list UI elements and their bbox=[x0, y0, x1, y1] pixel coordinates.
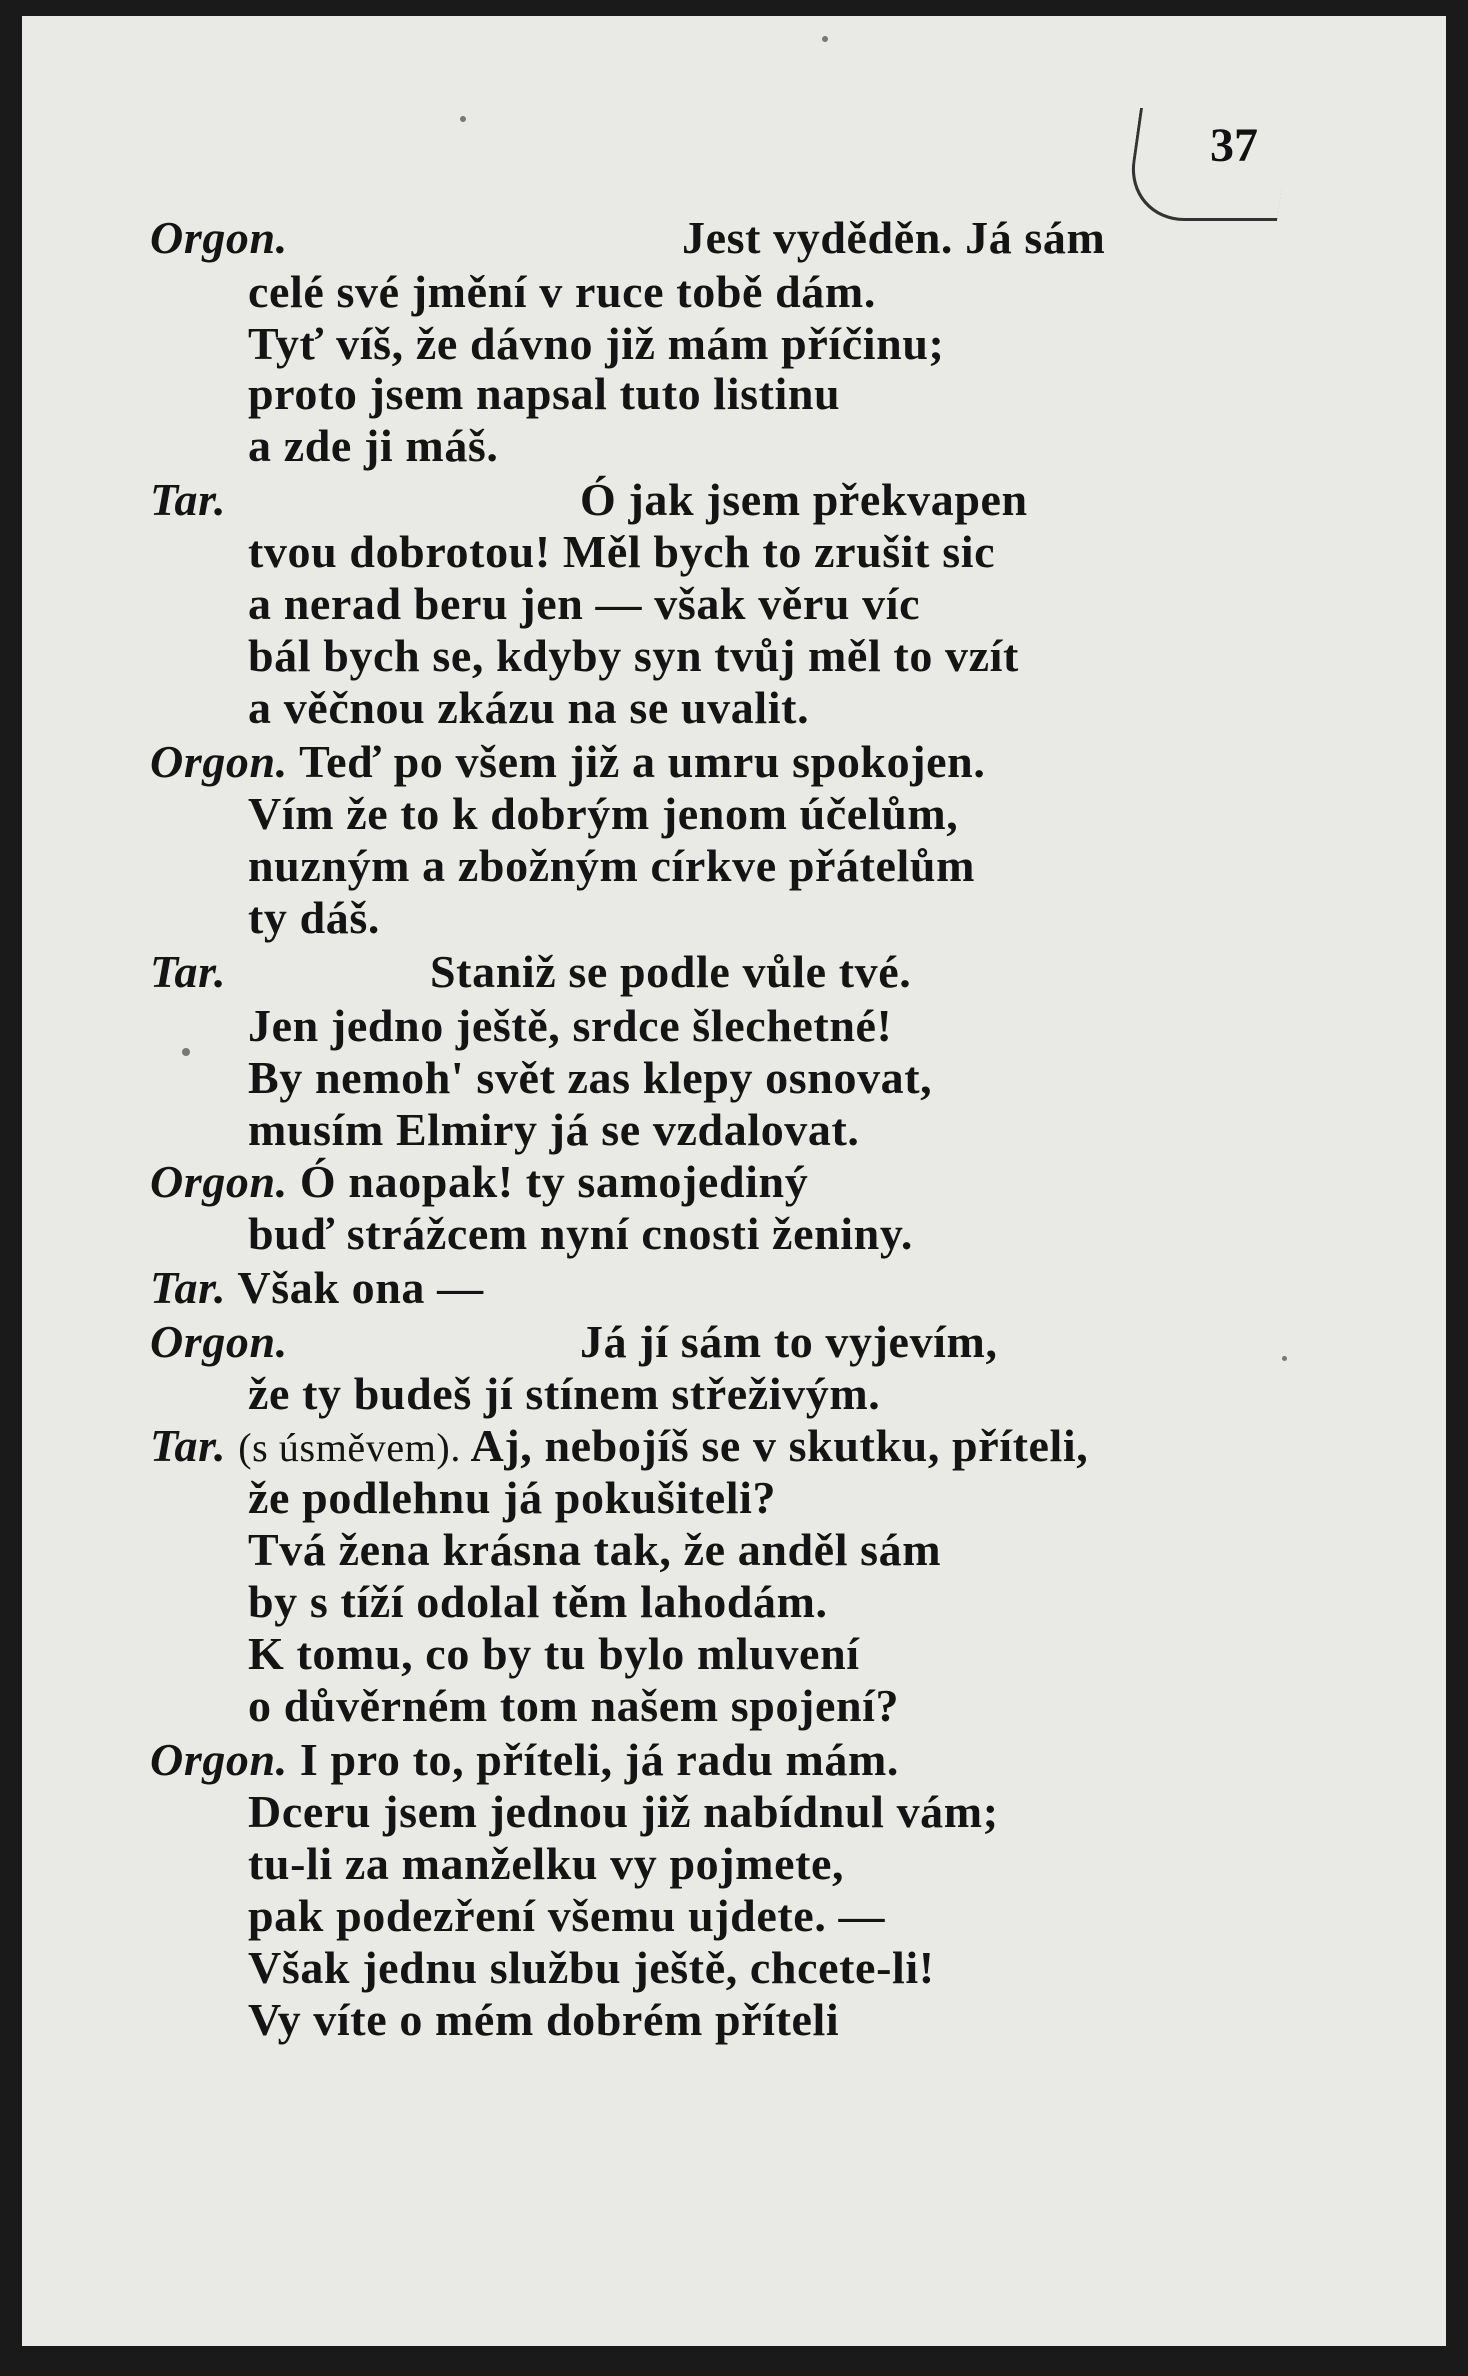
verse-line bbox=[248, 1838, 844, 1890]
line-text: by s tíží odolal těm lahodám. bbox=[248, 1576, 828, 1627]
line-text: buď strážcem nyní cnosti ženiny. bbox=[248, 1208, 913, 1259]
verse-line bbox=[248, 1000, 892, 1052]
verse-line bbox=[248, 266, 876, 318]
speaker-name: Orgon. bbox=[150, 1734, 288, 1785]
verse-line bbox=[150, 736, 985, 788]
speaker-name: Tar. bbox=[150, 1262, 227, 1313]
paper-speck bbox=[182, 1048, 190, 1056]
verse-line bbox=[248, 368, 840, 420]
line-text: bál bych se, kdyby syn tvůj měl to vzít bbox=[248, 630, 1019, 681]
book-page bbox=[22, 16, 1446, 2346]
verse-line bbox=[248, 578, 920, 630]
verse-line bbox=[248, 892, 380, 944]
line-text: Ó jak jsem překvapen bbox=[580, 474, 1028, 525]
line-text: Staniž se podle vůle tvé. bbox=[430, 946, 912, 997]
line-text: Ó naopak! ty samojediný bbox=[299, 1156, 809, 1207]
line-text: celé své jmění v ruce tobě dám. bbox=[248, 266, 876, 317]
speaker-name: Tar. bbox=[150, 946, 227, 997]
verse-line bbox=[150, 1262, 484, 1314]
verse-line bbox=[150, 212, 1106, 264]
line-text: Aj, nebojíš se v skutku, příteli, bbox=[470, 1420, 1089, 1471]
speaker-name: Tar. bbox=[150, 1420, 227, 1471]
line-text: Vy víte o mém dobrém příteli bbox=[248, 1994, 840, 2045]
line-text: Jest vyděděn. Já sám bbox=[682, 212, 1106, 263]
verse-line bbox=[150, 1734, 899, 1786]
verse-line bbox=[248, 318, 944, 370]
verse-line bbox=[248, 1524, 941, 1576]
verse-line bbox=[150, 1156, 808, 1208]
verse-line bbox=[248, 1942, 935, 1994]
verse-line bbox=[248, 1368, 880, 1420]
line-text: Já jí sám to vyjevím, bbox=[580, 1316, 998, 1367]
line-text: o důvěrném tom našem spojení? bbox=[248, 1680, 900, 1731]
verse-line bbox=[248, 1680, 899, 1732]
line-text: tvou dobrotou! Měl bych to zrušit sic bbox=[248, 526, 996, 577]
verse-line bbox=[248, 1994, 839, 2046]
verse-line bbox=[248, 1104, 860, 1156]
paper-speck bbox=[1282, 1356, 1287, 1361]
speaker-name: Orgon. bbox=[150, 1316, 288, 1367]
line-text: I pro to, příteli, já radu mám. bbox=[299, 1734, 900, 1785]
verse-line bbox=[150, 1420, 1088, 1474]
speaker-name: Tar. bbox=[150, 474, 227, 525]
line-text: a věčnou zkázu na se uvalit. bbox=[248, 682, 810, 733]
verse-line bbox=[248, 1576, 828, 1628]
line-text: Jen jedno ještě, srdce šlechetné! bbox=[248, 1000, 893, 1051]
line-text: Však ona — bbox=[237, 1262, 484, 1313]
line-text: Však jednu službu ještě, chcete-li! bbox=[248, 1942, 935, 1993]
verse-line bbox=[248, 840, 975, 892]
verse-line bbox=[150, 946, 912, 998]
speaker-name: Orgon. bbox=[150, 212, 288, 263]
verse-line bbox=[248, 1890, 885, 1942]
paper-speck bbox=[822, 36, 828, 42]
verse-line bbox=[248, 1052, 932, 1104]
line-text: Tvá žena krásna tak, že anděl sám bbox=[248, 1524, 942, 1575]
line-text: že ty budeš jí stínem střeživým. bbox=[248, 1368, 881, 1419]
speaker-name: Orgon. bbox=[150, 736, 288, 787]
verse-line bbox=[248, 1786, 999, 1838]
verse-line bbox=[248, 526, 995, 578]
speaker-name: Orgon. bbox=[150, 1156, 288, 1207]
verse-line bbox=[248, 682, 809, 734]
line-text: tu-li za manželku vy pojmete, bbox=[248, 1838, 845, 1889]
line-text: a zde ji máš. bbox=[248, 420, 499, 471]
stage-direction: (s úsměvem). bbox=[238, 1425, 461, 1470]
line-text: K tomu, co by tu bylo mluvení bbox=[248, 1628, 860, 1679]
line-text: a nerad beru jen — však věru víc bbox=[248, 578, 921, 629]
verse-line bbox=[248, 1208, 913, 1260]
line-text: nuzným a zbožným církve přátelům bbox=[248, 840, 976, 891]
verse-line bbox=[248, 420, 499, 472]
line-text: Dceru jsem jednou již nabídnul vám; bbox=[248, 1786, 999, 1837]
line-text: pak podezření všemu ujdete. — bbox=[248, 1890, 886, 1941]
line-text: Vím že to k dobrým jenom účelům, bbox=[248, 788, 959, 839]
line-text: musím Elmiry já se vzdalovat. bbox=[248, 1104, 860, 1155]
line-text: že podlehnu já pokušiteli? bbox=[248, 1472, 777, 1523]
page-number: 37 bbox=[1210, 119, 1258, 172]
line-text: By nemoh' svět zas klepy osnovat, bbox=[248, 1052, 933, 1103]
line-text: ty dáš. bbox=[248, 892, 381, 943]
verse-line bbox=[150, 1316, 998, 1368]
paper-speck bbox=[460, 116, 466, 122]
verse-line bbox=[150, 474, 1028, 526]
page-number-bracket bbox=[1124, 108, 1293, 221]
verse-line bbox=[248, 1628, 860, 1680]
verse-line bbox=[248, 1472, 776, 1524]
line-text: Tyť víš, že dávno již mám příčinu; bbox=[248, 318, 945, 369]
verse-line bbox=[248, 630, 1019, 682]
verse-line bbox=[248, 788, 958, 840]
line-text: Teď po všem již a umru spokojen. bbox=[299, 736, 986, 787]
line-text: proto jsem napsal tuto listinu bbox=[248, 368, 841, 419]
